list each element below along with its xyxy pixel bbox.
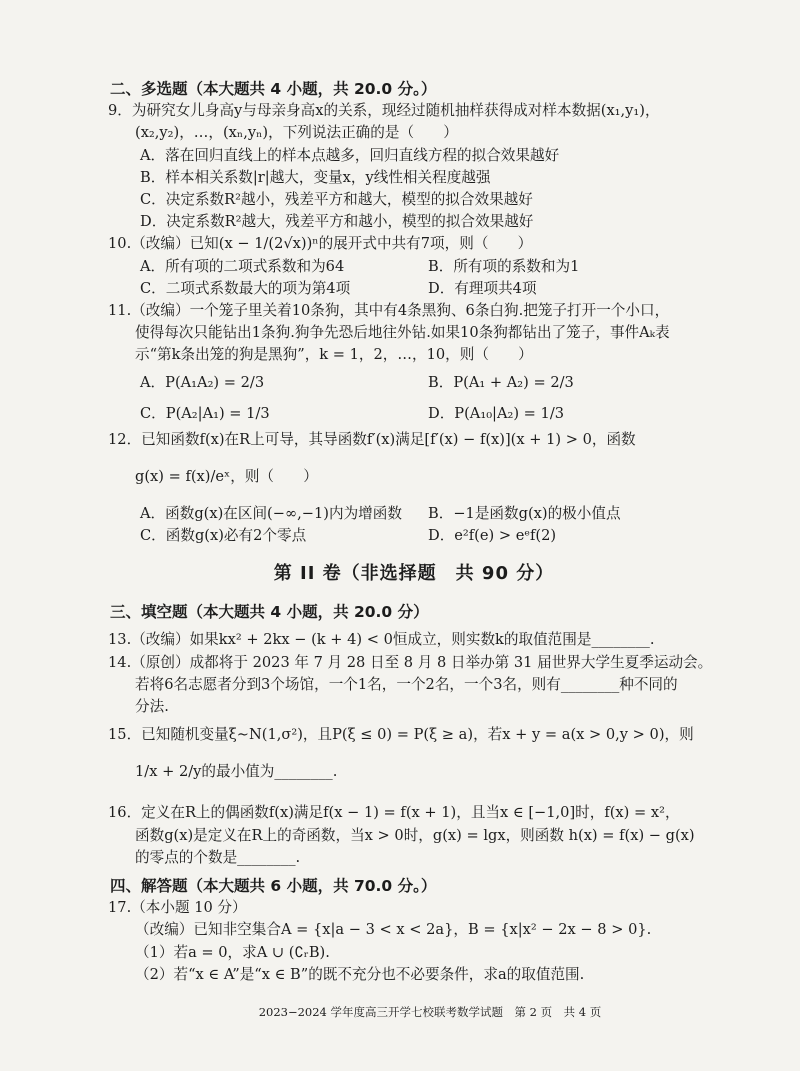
q17-part-1: （1）若a = 0，求A ∪ (∁ᵣB). [135,943,330,961]
q16-stem-line1: 16．定义在R上的偶函数f(x)满足f(x − 1) = f(x + 1)，且当x ∈ [−1,0]时，f(x) = x²， [108,804,680,822]
q10-option-c: C．二项式系数最大的项为第4项 [140,279,351,297]
q12-option-b: B．−1是函数g(x)的极小值点 [428,504,621,522]
q12-options-row2 [108,525,760,547]
q12-stem-line1: 12．已知函数f(x)在R上可导，其导函数f′(x)满足[f′(x) − f(x)](x + 1) > 0，函数 [108,430,636,448]
question-12 [108,429,760,548]
q15-stem-line1: 15．已知随机变量ξ∼N(1,σ²)，且P(ξ ≤ 0) = P(ξ ≥ a)，若x + y = a(x > 0,y > 0)，则 [108,726,694,744]
section-solutions-heading: 四、解答题（本大题共 6 小题，共 70.0 分。） [110,877,437,896]
q9-stem-line1: 9．为研究女儿身高y与母亲身高x的关系，现经过随机抽样获得成对样本数据(x₁,y₁)， [108,102,660,120]
q11-option-b: B．P(A₁ + A₂) = 2/3 [428,373,574,391]
section-multiple-choice-heading: 二、多选题（本大题共 4 小题，共 20.0 分。） [110,80,437,98]
section-fill-blank-heading: 三、填空题（本大题共 4 小题，共 20.0 分） [110,603,429,622]
q14-stem-line2: 若将6名志愿者分到3个场馆，一个1名，一个2名，一个3名，则有________种不同的 [135,675,678,693]
q17-part-2: （2）若“x ∈ A”是“x ∈ B”的既不充分也不必要条件，求a的取值范围. [135,965,585,983]
question-15 [108,724,760,792]
q9-option-a: A．落在回归直线上的样本点越多，回归直线方程的拟合效果越好 [140,146,560,164]
question-10 [108,233,760,300]
q9-option-b: B．样本相关系数|r|越大，变量x，y线性相关程度越强 [140,168,491,186]
question-16 [108,802,760,869]
q11-stem-line3: 示“第k条出笼的狗是黑狗”，k = 1，2，…，10，则（ ） [135,346,533,364]
q10-options-row2 [108,278,760,300]
q12-options-row1 [108,503,760,525]
q12-option-c: C．函数g(x)必有2个零点 [140,527,307,545]
question-9 [108,100,760,233]
q11-stem-line2: 使得每次只能钻出1条狗.狗争先恐后地往外钻.如果10条狗都钻出了笼子，事件Aₖ表 [135,324,670,342]
q10-stem: 10.（改编）已知(x − 1/(2√x))ⁿ的展开式中共有7项，则（ ） [108,235,533,253]
q17-stem: （改编）已知非空集合A = {x|a − 3 < x < 2a}，B = {x|x² − 2x − 8 > 0}. [135,921,652,939]
q10-option-d: D．有理项共4项 [428,279,537,297]
q10-option-a: A．所有项的二项式系数和为64 [140,257,345,275]
q14-stem-line3: 分法. [135,698,169,716]
q12-stem-line2: g(x) = f(x)/eˣ，则（ ） [135,467,318,485]
q10-options-row1 [108,256,760,278]
q11-options-row1 [108,367,760,398]
question-17 [108,897,760,986]
q12-option-a: A．函数g(x)在区间(−∞,−1)内为增函数 [140,504,402,522]
question-11 [108,300,760,429]
q11-option-c: C．P(A₂|A₁) = 1/3 [140,404,270,422]
q14-stem-line1: 14.（原创）成都将于 2023 年 7 月 28 日至 8 月 8 日举办第 31 届世界大学生夏季运动会。 [108,653,713,671]
part-two-title: 第 II 卷（非选择题 共 90 分） [273,563,555,585]
page-footer: 2023−2024 学年度高三开学七校联考数学试题 第 2 页 共 4 页 [258,1005,602,1019]
q9-option-d: D．决定系数R²越大，残差平方和越小，模型的拟合效果越好 [140,213,534,231]
q11-options-row2 [108,398,760,429]
q11-option-a: A．P(A₁A₂) = 2/3 [140,373,265,391]
q9-stem-line2: (x₂,y₂)，…，(xₙ,yₙ)，下列说法正确的是（ ） [135,124,458,142]
q16-stem-line2: 函数g(x)是定义在R上的奇函数，当x > 0时，g(x) = lgx，则函数 h(x) = f(x) − g(x) [135,826,695,844]
q17-header: 17.（本小题 10 分） [108,899,247,917]
q11-option-d: D．P(A₁₀|A₂) = 1/3 [428,404,565,422]
q16-stem-line3: 的零点的个数是________. [135,848,301,866]
q12-option-d: D．e²f(e) > eᵉf(2) [428,527,557,545]
question-13: 13.（改编）如果kx² + 2kx − (k + 4) < 0恒成立，则实数k的取值范围是________. [108,631,655,649]
question-14 [108,652,760,719]
q9-option-c: C．决定系数R²越小，残差平方和越大，模型的拟合效果越好 [140,191,533,209]
q11-stem-line1: 11.（改编）一个笼子里关着10条狗，其中有4条黑狗、6条白狗.把笼子打开一个小口， [108,302,670,320]
q10-option-b: B．所有项的系数和为1 [428,257,580,275]
q15-stem-line2: 1/x + 2/y的最小值为________. [135,763,338,781]
